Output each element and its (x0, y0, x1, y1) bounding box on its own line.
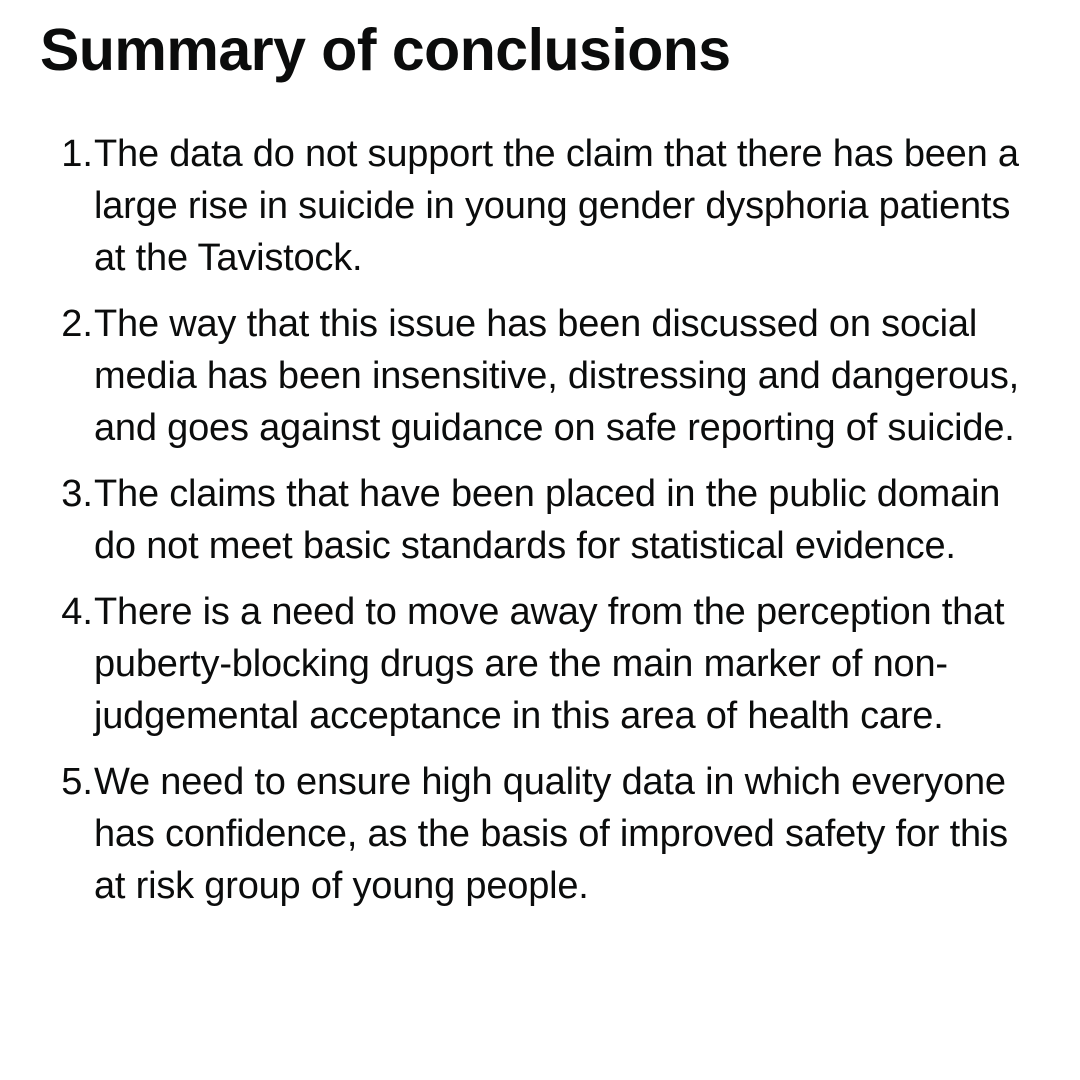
list-item-number: 4. (61, 591, 93, 633)
list-item (40, 298, 1040, 454)
list-item-text: We need to ensure high quality data in which everyone has confidence, as the basis of improved safety for this at risk group of young people. (94, 761, 1008, 907)
list-item-text: The data do not support the claim that there has been a large rise in suicide in young gender dysphoria patients at the Tavistock. (94, 133, 1019, 279)
list-item-text: The way that this issue has been discussed on social media has been insensitive, distressing and dangerous, and goes against guidance on safe reporting of suicide. (94, 303, 1020, 449)
list-item (40, 468, 1040, 572)
list-item-text: The claims that have been placed in the public domain do not meet basic standards for statistical evidence. (94, 473, 1001, 567)
list-item-number: 3. (61, 473, 93, 515)
list-item (40, 128, 1040, 284)
list-item-number: 2. (61, 303, 93, 345)
list-item-number: 5. (61, 761, 93, 803)
list-item (40, 586, 1040, 742)
list-item-text: There is a need to move away from the perception that puberty-blocking drugs are the main marker of non-judgemental acceptance in this area of health care. (94, 591, 1005, 737)
page-title: Summary of conclusions (40, 17, 731, 83)
list-item (40, 756, 1040, 912)
conclusions-list (40, 128, 1040, 912)
list-item-number: 1. (61, 133, 93, 175)
